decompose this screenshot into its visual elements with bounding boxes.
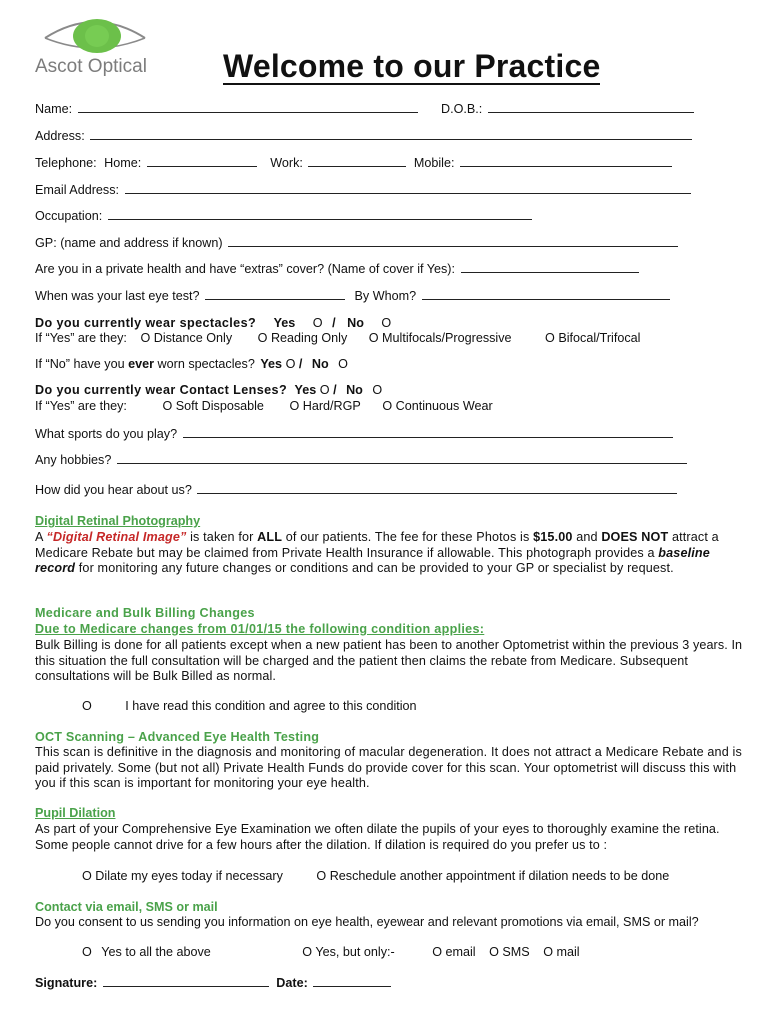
occupation-row (35, 209, 532, 223)
spectacles-question: Do you currently wear spectacles? (35, 316, 257, 330)
ever-worn-no-option[interactable]: O (338, 357, 348, 371)
last-test-row (35, 289, 670, 303)
contacts-yes-option[interactable]: O (319, 383, 330, 397)
mobile-label: Mobile: (413, 156, 455, 170)
ever-worn-yes-label: Yes (260, 357, 283, 371)
occupation-field[interactable] (108, 209, 532, 220)
gp-field[interactable] (228, 236, 678, 247)
spectacles-option-distance[interactable]: O Distance Only (140, 331, 233, 345)
medicare-body: Bulk Billing is done for all patients except when a new patient has been to another Optometrist within the previous 3 years. In this situation the full consultation will be charged and the patient then claims the rebate from Medicare. Subsequent consultations will be Bulk Billed as normal. (35, 638, 743, 683)
ever-worn-row (35, 357, 348, 371)
spectacles-question-row (35, 316, 391, 330)
by-whom-field[interactable] (422, 289, 670, 300)
medicare-agree-row (82, 699, 417, 713)
hobbies-label: Any hobbies? (35, 453, 112, 467)
mobile-phone-field[interactable] (460, 156, 672, 167)
contact-option-only[interactable]: O Yes, but only:- (302, 945, 395, 959)
contacts-option-continuous[interactable]: O Continuous Wear (382, 399, 493, 413)
name-label: Name: (35, 102, 73, 116)
medicare-agree-label: I have read this condition and agree to this condition (125, 699, 417, 713)
contacts-question: Do you currently wear Contact Lenses? (35, 383, 288, 397)
address-row (35, 129, 692, 143)
date-field[interactable] (313, 976, 391, 987)
gp-label: GP: (name and address if known) (35, 236, 223, 250)
contact-option-sms[interactable]: O SMS (489, 945, 530, 959)
health-cover-row (35, 262, 639, 276)
oct-body: This scan is definitive in the diagnosis and monitoring of macular degeneration. It does not attract a Medicare Rebate and is paid privately. Some (but not all) Private Health Funds do provide cover for this scan. Your optometrist will discuss this with you if this scan is important for monitoring your eye health. (35, 745, 742, 790)
contacts-if-yes: If “Yes” are they: (35, 399, 127, 413)
last-test-label: When was your last eye test? (35, 289, 200, 303)
hobbies-field[interactable] (117, 453, 687, 464)
signature-label: Signature: (35, 976, 98, 990)
contacts-question-row (35, 383, 382, 397)
spectacles-no-label: No (347, 316, 364, 330)
ever-worn-emphasis: ever (128, 357, 155, 371)
ever-worn-suffix: worn spectacles? (157, 357, 255, 371)
pupil-body: As part of your Comprehensive Eye Examination we often dilate the pupils of your eyes to thoroughly examine the retina. Some people cannot drive for a few hours after the dilation. If dilation is required do you prefer us to : (35, 822, 720, 852)
hobbies-row (35, 453, 687, 467)
contact-option-mail[interactable]: O mail (543, 945, 580, 959)
email-field[interactable] (125, 183, 691, 194)
telephone-label: Telephone: (35, 156, 97, 170)
slash-separator: / (333, 383, 337, 397)
address-field[interactable] (90, 129, 692, 140)
health-cover-field[interactable] (461, 262, 639, 273)
health-cover-label: Are you in a private health and have “extras” cover? (Name of cover if Yes): (35, 262, 456, 276)
ever-worn-no-label: No (311, 357, 329, 371)
home-phone-field[interactable] (147, 156, 257, 167)
logo-name: Ascot Optical (35, 56, 147, 77)
dob-field[interactable] (488, 102, 694, 113)
medicare-agree-option[interactable]: O (82, 699, 92, 713)
last-test-field[interactable] (205, 289, 345, 300)
slash-separator: / (332, 316, 336, 330)
page-title: Welcome to our Practice (223, 48, 601, 84)
eye-logo-icon (35, 12, 155, 60)
ever-worn-yes-option[interactable]: O (285, 357, 296, 371)
home-label: Home: (104, 156, 142, 170)
contact-heading: Contact via email, SMS or mail (35, 900, 218, 914)
sports-label: What sports do you play? (35, 427, 178, 441)
heard-row (35, 483, 677, 497)
email-label: Email Address: (35, 183, 119, 197)
contacts-yes-label: Yes (294, 383, 317, 397)
contacts-no-option[interactable]: O (372, 383, 383, 397)
sports-field[interactable] (183, 427, 673, 438)
retinal-heading: Digital Retinal Photography (35, 514, 201, 528)
email-row (35, 183, 691, 197)
telephone-row (35, 156, 672, 170)
address-label: Address: (35, 129, 85, 143)
spectacles-type-row (35, 331, 640, 345)
heard-label: How did you hear about us? (35, 483, 192, 497)
sports-row (35, 427, 673, 441)
pupil-option-reschedule[interactable]: O Reschedule another appointment if dilation needs to be done (316, 869, 670, 883)
signature-row (35, 976, 391, 990)
spectacles-no-option[interactable]: O (381, 316, 392, 330)
gp-row (35, 236, 678, 250)
contacts-option-hard[interactable]: O Hard/RGP (289, 399, 361, 413)
pupil-options-row (82, 869, 669, 883)
spectacles-yes-option[interactable]: O (312, 316, 323, 330)
spectacles-option-reading[interactable]: O Reading Only (257, 331, 348, 345)
contact-option-email[interactable]: O email (432, 945, 476, 959)
slash-separator: / (298, 357, 303, 371)
heard-field[interactable] (197, 483, 677, 494)
spectacles-if-yes: If “Yes” are they: (35, 331, 127, 345)
dob-label: D.O.B.: (441, 102, 483, 116)
logo (35, 12, 155, 82)
contact-option-all[interactable]: O Yes to all the above (82, 945, 211, 959)
spectacles-yes-label: Yes (273, 316, 296, 330)
date-label: Date: (276, 976, 308, 990)
by-whom-label: By Whom? (354, 289, 417, 303)
work-label: Work: (270, 156, 303, 170)
contact-options-row (82, 945, 580, 959)
medicare-heading: Medicare and Bulk Billing Changes (35, 606, 255, 620)
signature-field[interactable] (103, 976, 269, 987)
occupation-label: Occupation: (35, 209, 103, 223)
name-field[interactable] (78, 102, 418, 113)
contact-body: Do you consent to us sending you information on eye health, eyewear and relevant promotions via email, SMS or mail? (35, 915, 699, 929)
contacts-no-label: No (346, 383, 363, 397)
retinal-body: A “Digital Retinal Image” is taken for ALL of our patients. The fee for these Photos is $15.00 and DOES NOT attract a Medicare Rebate but may be claimed from Private Health Insurance if allowable. This photograph provides a baseline record for monitoring any future changes or conditions and can be provided to your GP or specialist by request. (35, 530, 719, 575)
contacts-type-row (35, 399, 493, 413)
oct-heading: OCT Scanning – Advanced Eye Health Testing (35, 730, 320, 744)
medicare-subheading: Due to Medicare changes from 01/01/15 the following condition applies: (35, 622, 485, 636)
work-phone-field[interactable] (308, 156, 406, 167)
spectacles-option-multifocal[interactable]: O Multifocals/Progressive (368, 331, 512, 345)
pupil-heading: Pupil Dilation (35, 806, 116, 820)
pupil-option-dilate[interactable]: O Dilate my eyes today if necessary (82, 869, 283, 883)
spectacles-option-bifocal[interactable]: O Bifocal/Trifocal (545, 331, 641, 345)
name-row (35, 102, 418, 116)
contacts-option-soft[interactable]: O Soft Disposable (162, 399, 264, 413)
dob-row (441, 102, 694, 116)
ever-worn-prefix: If “No” have you (35, 357, 125, 371)
